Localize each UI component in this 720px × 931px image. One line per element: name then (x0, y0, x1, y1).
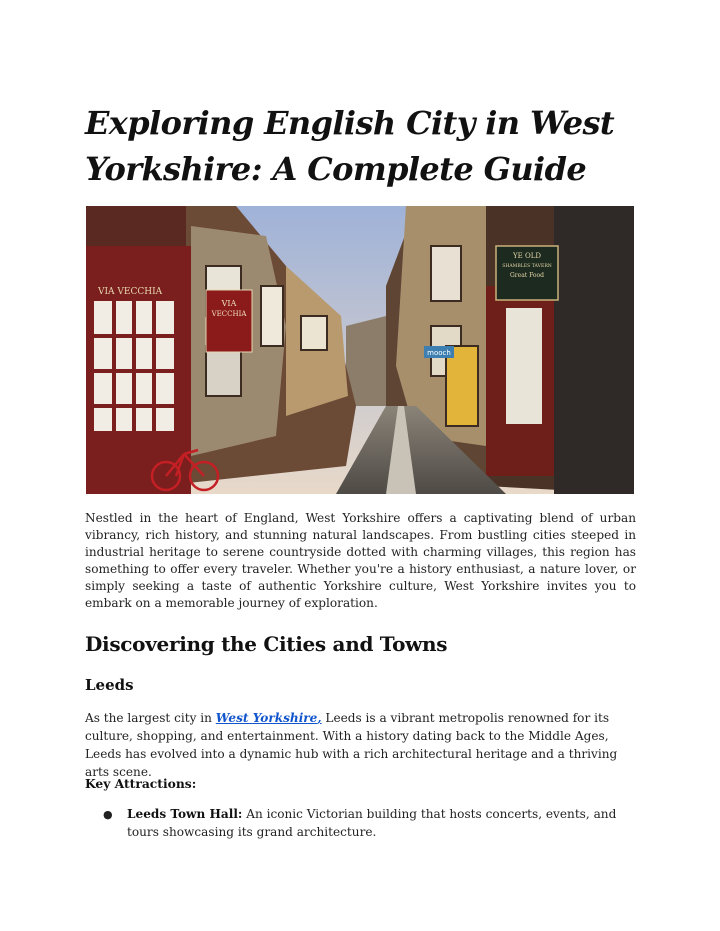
bullet: ● (103, 808, 113, 821)
attraction-description: An iconic Victorian building that hosts concerts, events, and tours showcasing its grand architecture. (127, 807, 617, 839)
ye-olde-sign-line1: YE OLD (513, 252, 541, 260)
via-vecchia-sign-line2: VECCHIA (211, 310, 247, 318)
ye-olde-sign-line2: SHAMBLES TAVERN (502, 264, 552, 269)
attractions-list (85, 806, 636, 841)
west-yorkshire-link-label: West Yorkshire (215, 711, 318, 725)
leeds-paragraph (85, 709, 636, 781)
ye-olde-sign-line3: Great Food (509, 272, 545, 279)
key-attractions-heading: Key Attractions: (85, 776, 197, 791)
list-item (85, 806, 636, 841)
leeds-text-after-link: Leeds is a vibrant metropolis renowned for its culture, shopping, and entertainment. With a history dating back to the Middle Ages, Leeds has evolved into a dynamic hub with a rich architectural heritage and a thriving arts scene. (85, 711, 618, 779)
leeds-text-before-link: As the largest city in (85, 711, 216, 725)
hero-image-shambles-street (86, 206, 634, 494)
west-yorkshire-link-comma: , (317, 711, 322, 725)
page-title: Exploring English City in West Yorkshire: A Complete Guide (85, 104, 615, 188)
subsection-heading-leeds: Leeds (85, 676, 134, 694)
via-vecchia-sign-line1: VIA (221, 299, 237, 308)
mooch-shop-sign: mooch (427, 349, 451, 357)
hero-facade-text: VIA VECCHIA (98, 287, 163, 297)
section-heading: Discovering the Cities and Towns (85, 632, 448, 656)
intro-paragraph: Nestled in the heart of England, West Yorkshire offers a captivating blend of urban vibrancy, rich history, and stunning natural landscapes. From bustling cities steeped in industrial heritage to serene countryside dotted with charming villages, this region has something to offer every traveler. Whether you're a history enthusiast, a nature lover, or simply seeking a taste of authentic Yorkshire culture, West Yorkshire invites you to embark on a memorable journey of exploration. (85, 511, 636, 610)
west-yorkshire-link[interactable] (216, 711, 322, 725)
attraction-name: Leeds Town Hall: (127, 807, 243, 821)
